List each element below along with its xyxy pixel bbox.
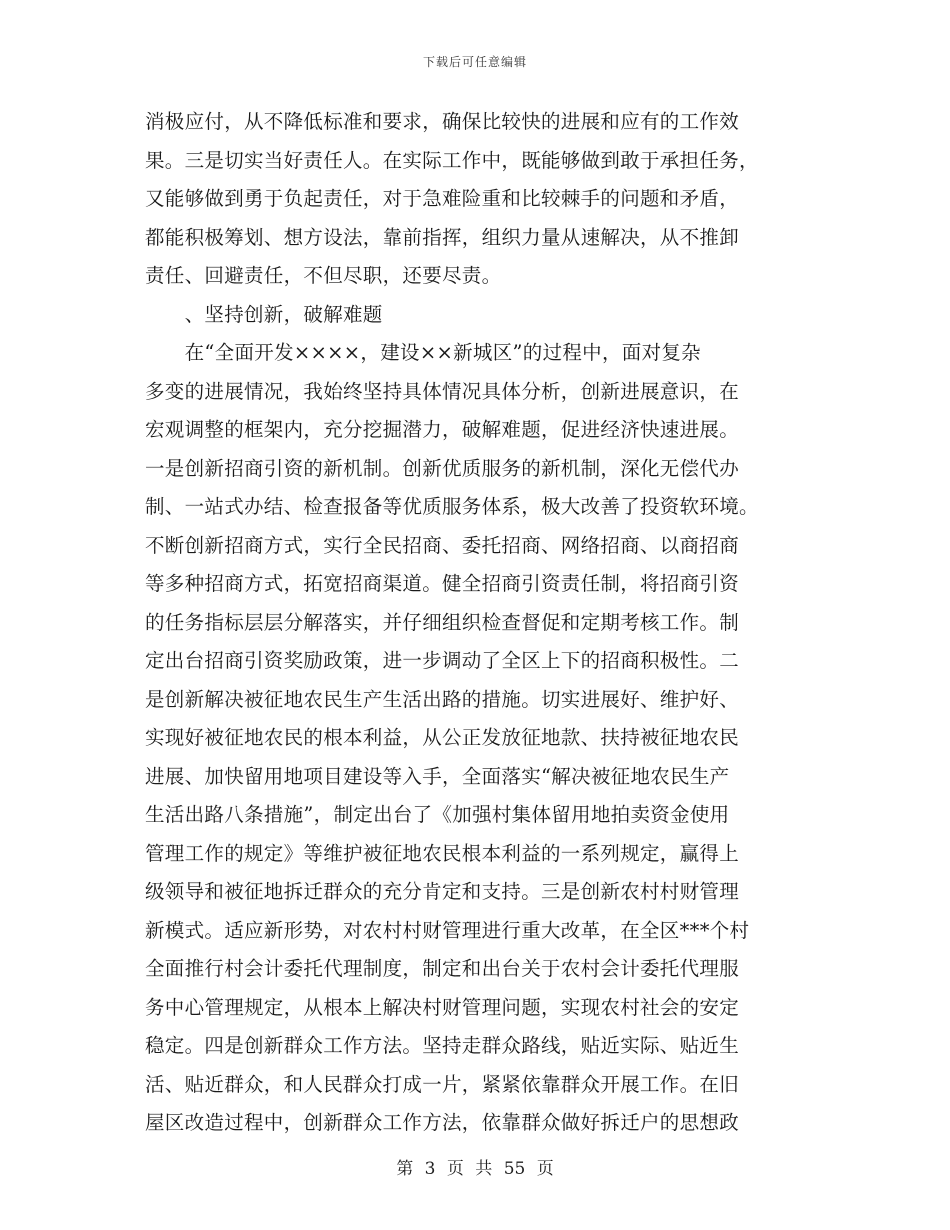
body-line: 稳定。四是创新群众工作方法。坚持走群众路线，贴近实际、贴近生 — [145, 1034, 740, 1057]
body-line: 生活出路八条措施”，制定出台了《加强村集体留用地拍卖资金使用 — [145, 803, 730, 826]
body-line: 制、一站式办结、检查报备等优质服务体系，极大改善了投资软环境。 — [145, 495, 759, 518]
body-line: 活、贴近群众，和人民群众打成一片，紧紧依靠群众开展工作。在旧 — [145, 1072, 740, 1096]
body-line: 责任、回避责任，不但尽职，还要尽责。 — [145, 264, 502, 287]
body-line: 的任务指标层层分解落实，并仔细组织检查督促和定期考核工作。制 — [145, 610, 740, 634]
body-line: 级领导和被征地拆迁群众的充分肯定和支持。三是创新农村村财管理 — [145, 880, 740, 903]
body-line: 消极应付，从不降低标准和要求，确保比较快的进展和应有的工作效 — [145, 110, 740, 133]
body-line: 新模式。适应新形势，对农村村财管理进行重大改革，在全区***个村 — [145, 918, 750, 942]
body-line: 是创新解决被征地农民生产生活出路的措施。切实进展好、维护好、 — [145, 687, 740, 711]
body-line: 管理工作的规定》等维护被征地农民根本利益的一系列规定，赢得上 — [145, 841, 740, 865]
body-line: 一是创新招商引资的新机制。创新优质服务的新机制，深化无偿代办 — [145, 456, 740, 480]
page-number-footer: 第 3 页 共 55 页 — [396, 1159, 554, 1179]
body-line: 等多种招商方式，拓宽招商渠道。健全招商引资责任制，将招商引资 — [145, 572, 740, 595]
body-line: 不断创新招商方式，实行全民招商、委托招商、网络招商、以商招商 — [145, 533, 740, 557]
body-line: 全面推行村会计委托代理制度，制定和出台关于农村会计委托代理服 — [145, 957, 740, 980]
section-heading: 、坚持创新，破解难题 — [145, 302, 383, 326]
body-line: 又能够做到勇于负起责任，对于急难险重和比较棘手的问题和矛盾， — [145, 187, 740, 210]
body-line: 宏观调整的框架内，充分挖掘潜力，破解难题，促进经济快速进展。 — [145, 418, 740, 441]
body-line: 在“全面开发××××，建设××新城区”的过程中，面对复杂 — [145, 341, 701, 364]
body-line: 都能积极筹划、想方设法，靠前指挥，组织力量从速解决，从不推卸 — [145, 225, 740, 249]
body-line: 屋区改造过程中，创新群众工作方法，依靠群众做好拆迁户的思想政 — [145, 1111, 740, 1134]
body-line: 多变的进展情况，我始终坚持具体情况具体分析，创新进展意识，在 — [145, 379, 740, 403]
body-line: 果。三是切实当好责任人。在实际工作中，既能够做到敢于承担任务， — [145, 148, 759, 172]
body-line: 实现好被征地农民的根本利益，从公正发放征地款、扶持被征地农民 — [145, 726, 740, 749]
body-line: 务中心管理规定，从根本上解决村财管理问题，实现农村社会的安定 — [145, 995, 740, 1019]
page-header: 下载后可任意编辑 — [422, 55, 527, 69]
body-line: 进展、加快留用地项目建设等入手，全面落实“解决被征地农民生产 — [145, 764, 730, 788]
body-line: 定出台招商引资奖励政策，进一步调动了全区上下的招商积极性。二 — [145, 649, 740, 672]
